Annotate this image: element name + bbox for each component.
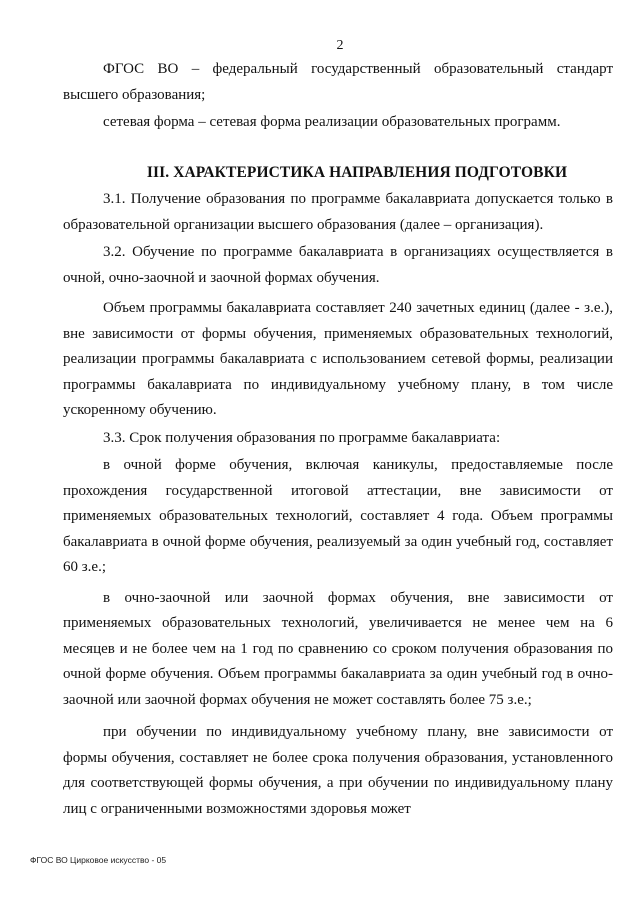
paragraph-full-time: в очной форме обучения, включая каникулы, предоставляемые после прохождения государственной итоговой аттестации, вне зависимости от применяемых образовательных технологий, составляет 4 года. Объем программы бакалавриата в очной форме обучения, реализуемый за один учебный год, составляет 60 з.е.;: [63, 457, 613, 575]
paragraph-fgos-definition: ФГОС ВО – федеральный государственный образовательный стандарт высшего образования;: [63, 61, 613, 103]
paragraph-network-definition: сетевая форма – сетевая форма реализации образовательных программ.: [103, 114, 561, 130]
paragraph-individual-plan: при обучении по индивидуальному учебному плану, вне зависимости от формы обучения, составляет не более срока получения образования, установленного для соответствующей формы обучения, а при обучении по индивидуальному плану лиц с ограниченными возможностями здоровья может: [63, 724, 613, 817]
section-title: III. ХАРАКТЕРИСТИКА НАПРАВЛЕНИЯ ПОДГОТОВКИ: [146, 163, 568, 181]
paragraph-program-volume: Объем программы бакалавриата составляет 240 зачетных единиц (далее - з.е.), вне зависимости от формы обучения, применяемых образовательных технологий, реализации программы бакалавриата с использованием сетевой формы, реализации программы бакалавриата по индивидуальному учебному плану, в том числе ускоренному обучению.: [63, 300, 613, 418]
document-body: [63, 57, 613, 822]
paragraph-3-1: 3.1. Получение образования по программе бакалавриата допускается только в образовательной организации высшего образования (далее – организация).: [63, 191, 613, 233]
paragraph-part-time: в очно-заочной или заочной формах обучения, вне зависимости от применяемых образовательных технологий, увеличивается не менее чем на 6 месяцев и не более чем на 1 год по сравнению со сроком получения образования по очной форме обучения. Объем программы бакалавриата за один учебный год в очно-заочной или заочной формах обучения не может составлять более 75 з.е.;: [63, 589, 613, 708]
paragraph-3-3: 3.3. Срок получения образования по программе бакалавриата:: [103, 429, 501, 446]
footer-document-code: ФГОС ВО Цирковое искусство - 05: [30, 855, 167, 865]
paragraph-3-2: 3.2. Обучение по программе бакалавриата в организациях осуществляется в очной, очно-заочной и заочной формах обучения.: [63, 244, 613, 286]
page-number: 2: [336, 38, 344, 53]
